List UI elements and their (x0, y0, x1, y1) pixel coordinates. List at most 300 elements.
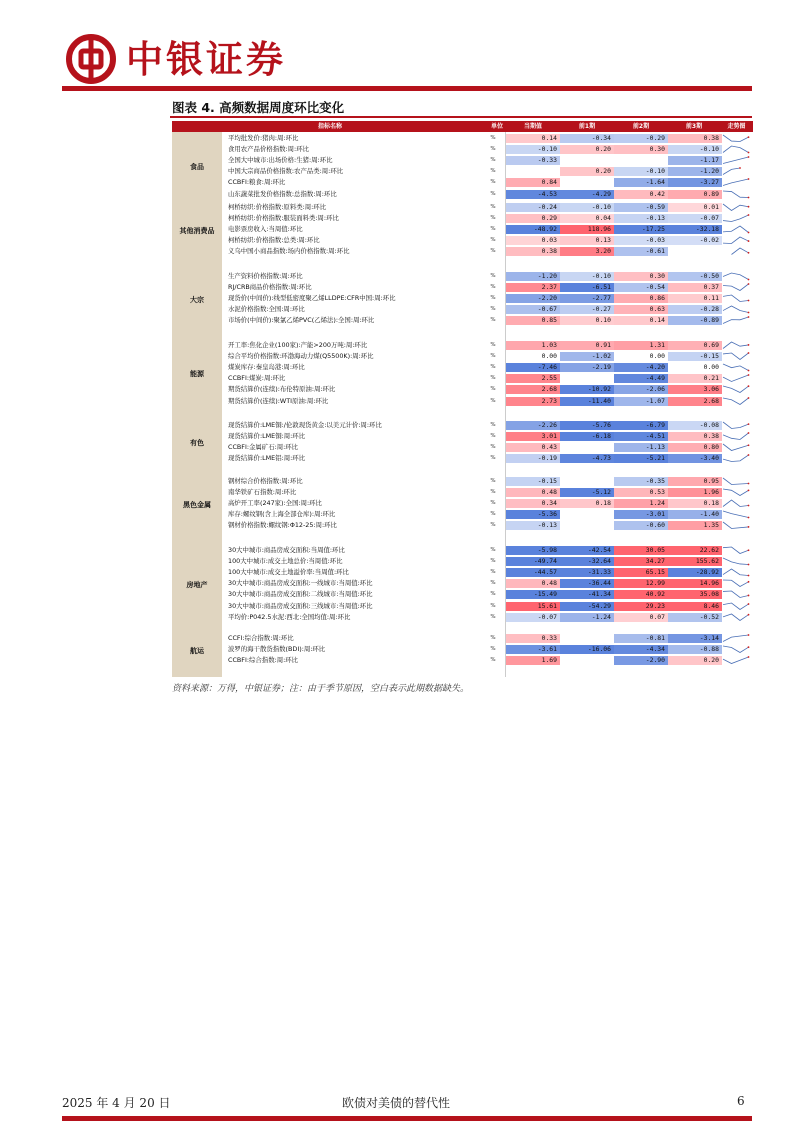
indicator-name: 期货结算价(连续):WTI原油:周:环比 (228, 396, 329, 405)
indicator-name: CCFI:综合指数:周:环比 (228, 634, 294, 642)
table-row (172, 645, 753, 654)
value-current: -49.74 (506, 557, 560, 566)
indicator-unit: % (490, 511, 496, 518)
value-prev-2: -1.07 (614, 397, 668, 406)
indicator-name: 义乌中国小商品指数:场内价格指数:周:环比 (228, 247, 350, 256)
value-prev-2: -17.25 (614, 225, 668, 234)
trend-line (723, 168, 740, 175)
trend-line (723, 558, 749, 565)
indicator-unit: % (490, 489, 496, 496)
value-current: -0.15 (506, 477, 560, 486)
indicator-name: 现货结算价:LME铜:/伦敦现货黄金:以美元计价:周:环比 (228, 421, 382, 429)
value-prev-3: 0.21 (668, 374, 722, 383)
trend-line (723, 603, 749, 610)
header-current: 当期值 (523, 123, 542, 130)
value-prev-1: 0.18 (560, 499, 614, 508)
value-prev-1: 0.10 (560, 316, 614, 325)
trend-sparkline (720, 397, 752, 406)
table-row (172, 341, 753, 350)
trend-line (723, 635, 749, 642)
value-current: 0.00 (506, 352, 560, 361)
indicator-unit: % (490, 306, 496, 313)
indicator-name: 南华铁矿石指数:周:环比 (228, 488, 297, 497)
header-rule (62, 86, 752, 91)
trend-line (723, 179, 749, 186)
indicator-unit: % (490, 226, 496, 233)
trend-last-point (748, 423, 750, 425)
trend-last-point (748, 613, 750, 615)
trend-sparkline (720, 145, 752, 154)
indicator-name: 100大中城市:成交土地溢价率:当周值:环比 (228, 568, 349, 577)
indicator-name: CCBFI:煤炭:周:环比 (228, 374, 286, 383)
category-label: 能源 (190, 370, 204, 379)
value-prev-2: 34.27 (614, 557, 668, 566)
value-prev-2: 0.42 (614, 190, 668, 199)
trend-line (723, 422, 749, 429)
value-prev-2: -2.06 (614, 385, 668, 394)
trend-line (723, 375, 749, 382)
value-prev-3: 1.35 (668, 521, 722, 530)
trend-sparkline (720, 443, 752, 452)
trend-sparkline (720, 214, 752, 223)
category-label: 食品 (190, 163, 204, 172)
value-current: 0.34 (506, 499, 560, 508)
table-row (172, 499, 753, 508)
brand-logo (66, 34, 286, 84)
trend-sparkline (720, 374, 752, 383)
indicator-unit: % (490, 157, 496, 164)
trend-line (723, 569, 749, 576)
indicator-table (172, 121, 753, 677)
value-prev-3: 0.38 (668, 432, 722, 441)
trend-last-point (748, 549, 750, 551)
indicator-name: 期货结算价(连续):布伦特原油:周:环比 (228, 385, 336, 394)
value-prev-1: -54.29 (560, 602, 614, 611)
value-prev-3: -0.07 (668, 214, 722, 223)
indicator-unit: % (490, 455, 496, 462)
trend-line (723, 342, 749, 349)
trend-last-point (748, 232, 750, 234)
value-prev-3: -3.40 (668, 454, 722, 463)
value-current: -0.67 (506, 305, 560, 314)
indicator-name: 库存:螺纹钢(含上海全部仓库):周:环比 (228, 510, 336, 519)
indicator-unit: % (490, 397, 496, 404)
trend-sparkline (720, 283, 752, 292)
trend-last-point (748, 634, 750, 636)
trend-sparkline (720, 645, 752, 654)
value-prev-3: 1.96 (668, 488, 722, 497)
value-prev-1: 0.20 (560, 145, 614, 154)
value-current: 2.55 (506, 374, 560, 383)
value-prev-2: -4.49 (614, 374, 668, 383)
trend-last-point (748, 483, 750, 485)
table-row (172, 294, 753, 303)
value-prev-3: 2.68 (668, 397, 722, 406)
value-current: 2.68 (506, 385, 560, 394)
indicator-unit: % (490, 569, 496, 576)
trend-sparkline (720, 178, 752, 187)
value-current: -0.24 (506, 203, 560, 212)
value-current: -5.36 (506, 510, 560, 519)
header-trend: 走势图 (727, 123, 746, 130)
trend-sparkline (720, 225, 752, 234)
trend-last-point (748, 517, 750, 519)
trend-last-point (748, 240, 750, 242)
value-prev-3: 8.46 (668, 602, 722, 611)
value-prev-1: -0.34 (560, 134, 614, 143)
indicator-name: 全国大中城市:出场价格:生猪:周:环比 (228, 156, 333, 165)
indicator-name: 水泥价格指数:全国:周:环比 (228, 305, 305, 314)
indicator-unit: % (490, 168, 496, 175)
value-prev-2: -4.34 (614, 645, 668, 654)
trend-sparkline (720, 272, 752, 281)
indicator-name: 30大中城市:商品房成交面积:二线城市:当周值:环比 (228, 590, 373, 599)
indicator-name: 30大中城市:商品房成交面积:一线城市:当周值:环比 (228, 579, 373, 588)
value-current: 0.48 (506, 488, 560, 497)
trend-last-point (748, 603, 750, 605)
trend-line (723, 191, 749, 198)
indicator-name: 现货价(中间价):线型低密度聚乙烯LLDPE:CFR中国:周:环比 (228, 294, 396, 303)
indicator-name: 现货结算价:LME铝:周:环比 (228, 454, 306, 463)
value-prev-3: 3.06 (668, 385, 722, 394)
trend-line (723, 547, 749, 554)
trend-last-point (748, 397, 750, 399)
footer-date: 2025 年 4 月 20 日 (62, 1096, 171, 1110)
value-prev-3: 0.37 (668, 283, 722, 292)
trend-line (723, 511, 749, 518)
trend-last-point (748, 252, 750, 254)
value-prev-3: -0.10 (668, 145, 722, 154)
trend-sparkline (720, 190, 752, 199)
value-prev-1: -36.44 (560, 579, 614, 588)
trend-line (723, 364, 749, 371)
trend-line (723, 646, 749, 653)
trend-line (723, 157, 749, 164)
indicator-unit: % (490, 558, 496, 565)
value-prev-2: 12.99 (614, 579, 668, 588)
table-row (172, 590, 753, 599)
value-prev-1: -0.10 (560, 203, 614, 212)
table-row (172, 443, 753, 452)
table-row (172, 521, 753, 530)
trend-sparkline (720, 352, 752, 361)
table-row (172, 432, 753, 441)
value-current: -0.33 (506, 156, 560, 165)
trend-sparkline (720, 316, 752, 325)
value-prev-3: 0.20 (668, 656, 722, 665)
trend-last-point (748, 595, 750, 597)
trend-last-point (748, 370, 750, 372)
trend-line (723, 226, 749, 233)
value-prev-1: -5.76 (560, 421, 614, 430)
value-prev-3: 0.11 (668, 294, 722, 303)
trend-last-point (748, 564, 750, 566)
value-prev-2: -0.61 (614, 247, 668, 256)
indicator-name: 30大中城市:商品房成交面积:当周值:环比 (228, 546, 345, 554)
value-prev-2: 0.00 (614, 352, 668, 361)
indicator-unit: % (490, 422, 496, 428)
indicator-unit: % (490, 284, 496, 291)
value-prev-2: 0.30 (614, 272, 668, 281)
value-prev-2: 29.23 (614, 602, 668, 611)
trend-sparkline (720, 521, 752, 530)
indicator-name: 山东蔬菜批发价格指数:总指数:周:环比 (228, 189, 337, 198)
table-row (172, 272, 753, 281)
value-prev-2: -0.29 (614, 134, 668, 143)
value-prev-2: 1.31 (614, 341, 668, 350)
value-prev-2: 30.05 (614, 546, 668, 555)
header-prev-2: 前2期 (632, 123, 650, 130)
table-row (172, 225, 753, 234)
table-row (172, 247, 753, 256)
value-prev-1: -41.34 (560, 590, 614, 599)
indicator-unit: % (490, 204, 496, 210)
table-row (172, 156, 753, 165)
value-prev-2: -2.90 (614, 656, 668, 665)
value-current: -2.20 (506, 294, 560, 303)
trend-last-point (748, 300, 750, 302)
value-prev-1: -42.54 (560, 546, 614, 555)
value-prev-2: -0.03 (614, 236, 668, 245)
trend-last-point (739, 167, 741, 169)
table-row (172, 385, 753, 394)
value-prev-2: -0.54 (614, 283, 668, 292)
value-prev-3: 22.62 (668, 546, 722, 555)
trend-sparkline (720, 634, 752, 643)
indicator-unit: % (490, 342, 496, 348)
trend-line (723, 204, 749, 211)
value-current: 0.48 (506, 579, 560, 588)
indicator-unit: % (490, 215, 496, 222)
value-prev-1: -11.40 (560, 397, 614, 406)
trend-sparkline (720, 454, 752, 463)
table-row (172, 477, 753, 486)
value-prev-2: 0.53 (614, 488, 668, 497)
value-current: 3.01 (506, 432, 560, 441)
trend-last-point (748, 352, 750, 354)
trend-line (723, 306, 749, 313)
trend-line (723, 444, 749, 451)
indicator-unit: % (490, 613, 496, 620)
indicator-unit: % (490, 478, 496, 484)
indicator-name: 柯桥纺织:价格指数:服装面料类:周:环比 (228, 214, 339, 223)
value-prev-1: 0.04 (560, 214, 614, 223)
trend-last-point (748, 490, 750, 492)
indicator-unit: % (490, 635, 496, 641)
value-current: -48.92 (506, 225, 560, 234)
value-prev-3: 0.80 (668, 443, 722, 452)
table-row (172, 374, 753, 383)
trend-last-point (748, 178, 750, 180)
value-prev-1: -2.19 (560, 363, 614, 372)
indicator-unit: % (490, 248, 496, 255)
category-label: 有色 (190, 439, 204, 448)
table-row (172, 316, 753, 325)
trend-last-point (748, 156, 750, 158)
trend-line (723, 295, 749, 302)
footer-page-number: 6 (737, 1094, 745, 1108)
trend-sparkline (720, 203, 752, 212)
value-prev-2: -0.60 (614, 521, 668, 530)
value-prev-1: -32.64 (560, 557, 614, 566)
value-prev-3: -0.28 (668, 305, 722, 314)
indicator-name: 波罗的海干散货指数(BDI):周:环比 (228, 645, 326, 654)
indicator-name: 平均批发价:猪肉:周:环比 (228, 134, 299, 142)
header-prev-3: 前3期 (685, 123, 703, 130)
value-prev-2: -0.35 (614, 477, 668, 486)
category-label: 其他消费品 (179, 226, 215, 235)
brand-name: 中银证券 (126, 37, 286, 81)
value-prev-2: -0.13 (614, 214, 668, 223)
value-current: 0.85 (506, 316, 560, 325)
value-current: -0.07 (506, 613, 560, 622)
value-current: -44.57 (506, 568, 560, 577)
value-current: -2.26 (506, 421, 560, 430)
value-prev-3: -1.17 (668, 156, 722, 165)
value-current: -4.53 (506, 190, 560, 199)
value-prev-3: -0.52 (668, 613, 722, 622)
trend-line (723, 591, 749, 598)
value-current: 0.33 (506, 634, 560, 643)
table-row (172, 613, 753, 622)
trend-line (723, 353, 749, 360)
trend-last-point (748, 374, 750, 376)
indicator-name: 电影票房收入:当周值:环比 (228, 225, 303, 234)
source-note: 资料来源：万得，中银证券；注：由于季节原因，空白表示此期数据缺失。 (172, 684, 470, 694)
table-row (172, 305, 753, 314)
indicator-unit: % (490, 386, 496, 393)
trend-last-point (748, 196, 750, 198)
trend-line (723, 135, 749, 142)
trend-sparkline (720, 134, 752, 143)
value-prev-1: -1.02 (560, 352, 614, 361)
value-prev-2: 65.15 (614, 568, 668, 577)
trend-sparkline (720, 385, 752, 394)
indicator-unit: % (490, 500, 496, 507)
table-row (172, 178, 753, 187)
trend-sparkline (720, 613, 752, 622)
value-current: -7.46 (506, 363, 560, 372)
trend-sparkline (720, 546, 752, 555)
value-current: -3.61 (506, 645, 560, 654)
trend-sparkline (720, 477, 752, 486)
indicator-unit: % (490, 364, 496, 371)
value-prev-3: 0.95 (668, 477, 722, 486)
figure-title: 图表 4. 高频数据周度环比变化 (172, 100, 345, 115)
trend-line (723, 273, 749, 280)
value-prev-3: -0.89 (668, 316, 722, 325)
indicator-unit: % (490, 353, 496, 360)
trend-line (723, 386, 749, 393)
trend-line (723, 500, 749, 507)
value-prev-3: 0.69 (668, 341, 722, 350)
trend-last-point (748, 206, 750, 208)
footer-title: 欧债对美债的替代性 (342, 1096, 451, 1110)
value-prev-1: 0.20 (560, 167, 614, 176)
indicator-unit: % (490, 179, 496, 186)
value-prev-1: -5.12 (560, 488, 614, 497)
value-prev-3: -0.08 (668, 421, 722, 430)
trend-line (723, 284, 749, 291)
value-prev-3: -3.14 (668, 634, 722, 643)
indicator-name: 钢材综合价格指数:周:环比 (228, 477, 303, 485)
value-prev-2: -5.21 (614, 454, 668, 463)
value-current: 15.61 (506, 602, 560, 611)
indicator-unit: % (490, 602, 496, 609)
value-prev-2: -1.13 (614, 443, 668, 452)
indicator-unit: % (490, 657, 496, 664)
value-prev-1: -16.06 (560, 645, 614, 654)
indicator-name: 30大中城市:商品房成交面积:三线城市:当周值:环比 (228, 601, 373, 610)
value-prev-3: 0.89 (668, 190, 722, 199)
value-prev-3: 155.62 (668, 557, 722, 566)
table-row (172, 363, 753, 372)
value-prev-3: 0.00 (668, 363, 722, 372)
trend-line (723, 455, 749, 462)
trend-sparkline (720, 156, 752, 165)
value-prev-3: -28.92 (668, 568, 722, 577)
trend-last-point (748, 344, 750, 346)
indicator-name: 食用农产品价格指数:周:环比 (228, 145, 309, 154)
trend-last-point (748, 279, 750, 281)
value-prev-3: -32.18 (668, 225, 722, 234)
value-prev-2: 0.07 (614, 613, 668, 622)
value-prev-3: -0.50 (668, 272, 722, 281)
trend-last-point (748, 656, 750, 658)
trend-line (723, 237, 749, 244)
trend-line (723, 478, 749, 485)
table-row (172, 236, 753, 245)
trend-last-point (748, 214, 750, 216)
value-prev-1: -0.10 (560, 272, 614, 281)
value-prev-3: 0.01 (668, 203, 722, 212)
value-prev-3: -0.02 (668, 236, 722, 245)
indicator-name: 综合平均价格指数:环渤海动力煤(Q5500K):周:环比 (228, 352, 374, 361)
value-prev-1: 0.13 (560, 236, 614, 245)
trend-sparkline (720, 341, 752, 350)
value-prev-1: -0.27 (560, 305, 614, 314)
trend-last-point (748, 526, 750, 528)
indicator-name: CCBFI:综合指数:周:环比 (228, 656, 299, 665)
table-row (172, 546, 753, 555)
trend-sparkline (720, 568, 752, 577)
trend-last-point (748, 136, 750, 138)
figure-title-rule (170, 116, 752, 118)
trend-line (723, 522, 749, 529)
value-current: -0.10 (506, 145, 560, 154)
trend-line (723, 580, 749, 587)
trend-last-point (748, 283, 750, 285)
indicator-name: 钢材价格指数:螺纹钢:Φ12-25:周:环比 (228, 521, 337, 530)
value-prev-2: -6.79 (614, 421, 668, 430)
category-label: 航运 (190, 646, 204, 655)
trend-last-point (748, 581, 750, 583)
value-current: -15.49 (506, 590, 560, 599)
table-row (172, 214, 753, 223)
value-prev-2: 1.24 (614, 499, 668, 508)
indicator-name: 100大中城市:成交土地总价:当周值:环比 (228, 557, 343, 566)
indicator-unit: % (490, 273, 496, 279)
table-row (172, 190, 753, 199)
table-row (172, 352, 753, 361)
table-row (172, 656, 753, 665)
value-prev-2: 40.92 (614, 590, 668, 599)
indicator-unit: % (490, 591, 496, 598)
trend-last-point (748, 432, 750, 434)
indicator-unit: % (490, 547, 496, 553)
category-label: 黑色金属 (183, 500, 211, 509)
trend-line (723, 433, 749, 440)
